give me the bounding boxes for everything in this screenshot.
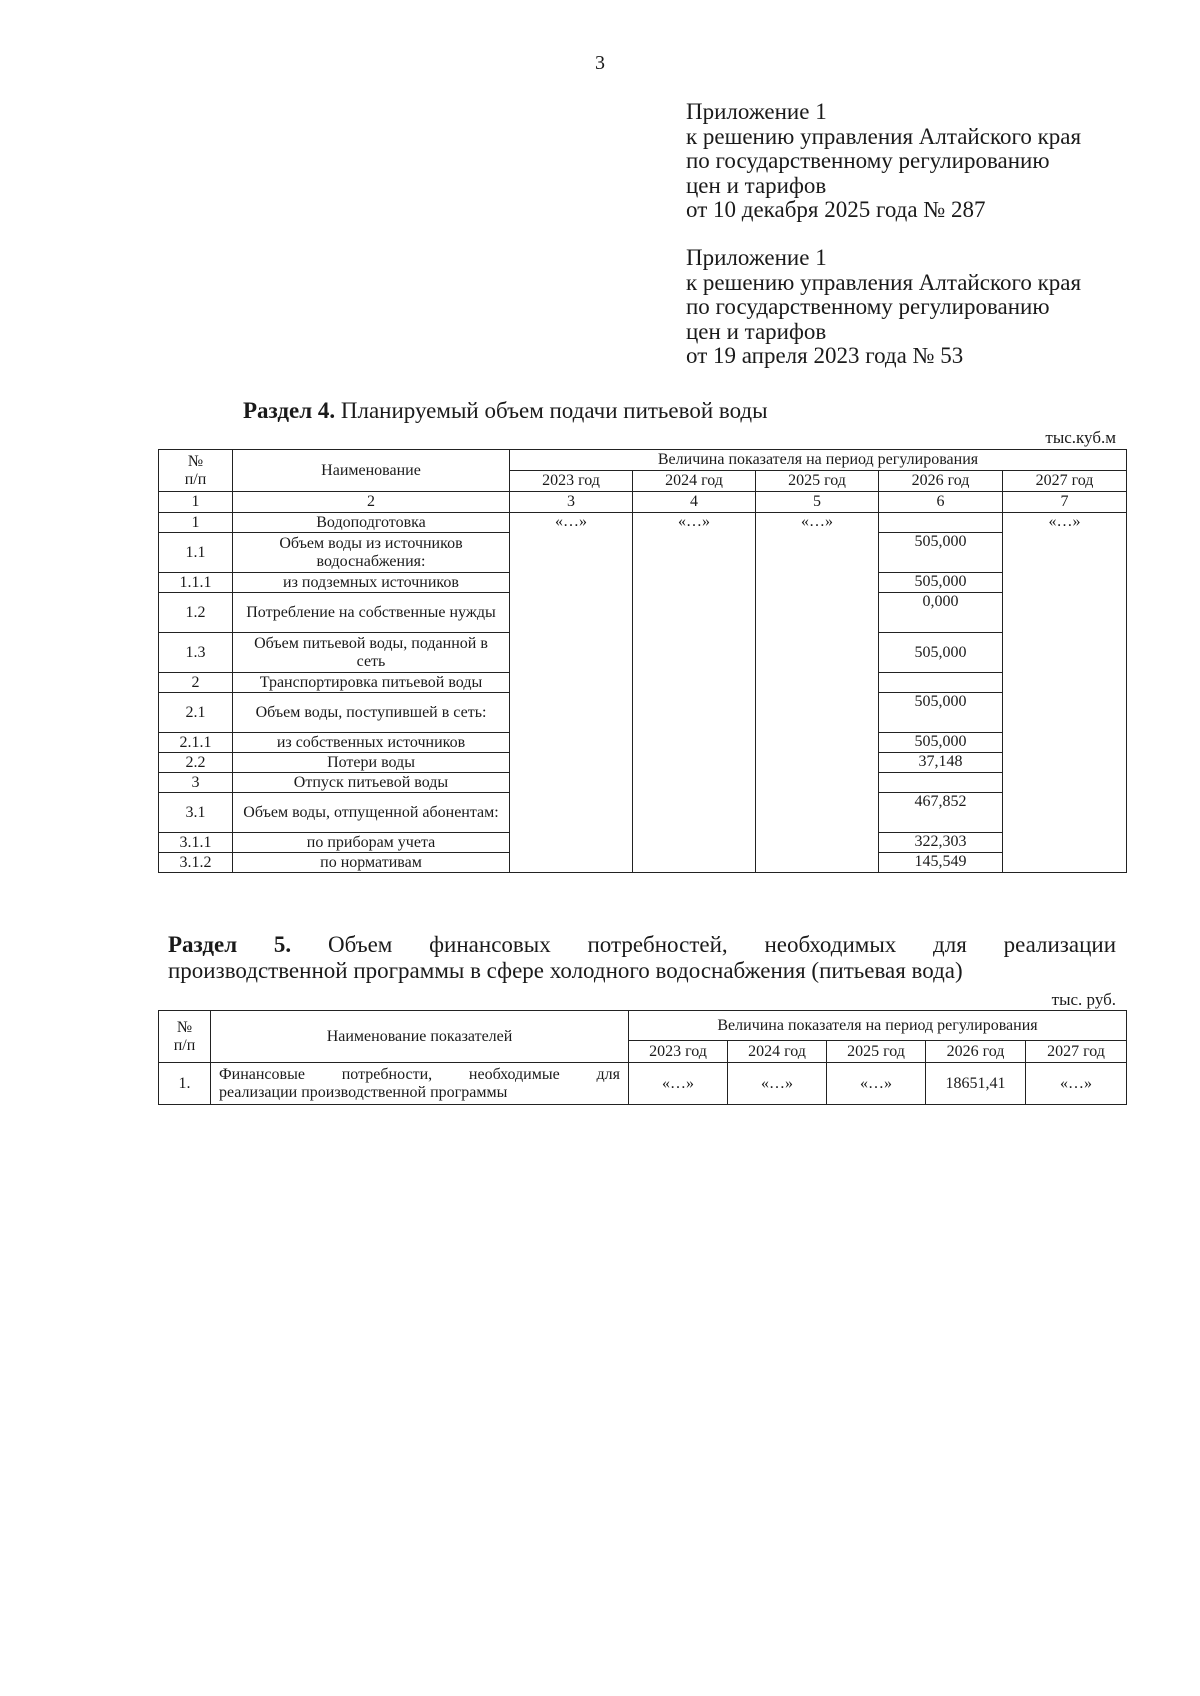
col-header-name: Наименование (233, 450, 510, 492)
value-cell: «…» (629, 1063, 728, 1105)
page-number: 3 (595, 52, 605, 74)
value-cell-2026: 0,000 (879, 593, 1003, 633)
appendix-date: от 10 декабря 2025 года № 287 (686, 197, 986, 222)
section5-title-line1: Объем финансовых потребностей, необходимых для реализации (327, 932, 1117, 957)
row-name: Потери воды (233, 753, 510, 773)
row-name: из подземных источников (233, 573, 510, 593)
row-name: Водоподготовка (233, 513, 510, 533)
col-number: 5 (756, 492, 879, 513)
col-header-year: 2023 год (510, 471, 633, 492)
section5-unit: тыс. руб. (1051, 990, 1116, 1009)
placeholder-cell: «…» (756, 513, 879, 873)
placeholder-cell: «…» (510, 513, 633, 873)
col-number: 6 (879, 492, 1003, 513)
row-name: Отпуск питьевой воды (233, 773, 510, 793)
row-number: 1.1.1 (159, 573, 233, 593)
row-number: 3.1.2 (159, 853, 233, 873)
appendix-line: к решению управления Алтайского края (686, 269, 1082, 295)
appendix-title: Приложение 1 (686, 245, 827, 270)
row-name: из собственных источников (233, 733, 510, 753)
row-name: Потребление на собственные нужды (233, 593, 510, 633)
col-header-year: 2027 год (1003, 471, 1127, 492)
table-row (159, 513, 1127, 533)
row-number: 2.1.1 (159, 733, 233, 753)
table-row (159, 1063, 1127, 1105)
col-number: 3 (510, 492, 633, 513)
value-cell-2026: 505,000 (879, 533, 1003, 573)
section4-unit: тыс.куб.м (1045, 428, 1116, 447)
section5-label: Раздел 5. (168, 932, 292, 957)
col-number: 4 (633, 492, 756, 513)
row-number: 2.2 (159, 753, 233, 773)
placeholder-cell: «…» (1003, 513, 1127, 873)
row-name-line2: реализации производственной программы (219, 1083, 508, 1101)
row-name: Объем воды, отпущенной абонентам: (233, 793, 510, 833)
value-cell: «…» (1026, 1063, 1127, 1105)
section4-title: Планируемый объем подачи питьевой воды (340, 398, 768, 423)
row-number: 3 (159, 773, 233, 793)
value-cell-2026: 467,852 (879, 793, 1003, 833)
row-name: Объем воды из источников водоснабжения: (233, 533, 510, 573)
value-cell: «…» (827, 1063, 926, 1105)
row-number: 1.1 (159, 533, 233, 573)
col-header-year: 2025 год (827, 1041, 926, 1063)
appendix-line: цен и тарифов (686, 172, 827, 198)
row-number: 2 (159, 673, 233, 693)
col-number: 2 (233, 492, 510, 513)
value-cell-2026 (879, 513, 1003, 533)
value-cell-2026: 322,303 (879, 833, 1003, 853)
value-cell-2026: 37,148 (879, 753, 1003, 773)
col-number: 1 (159, 492, 233, 513)
col-header-year: 2025 год (756, 471, 879, 492)
value-cell: «…» (728, 1063, 827, 1105)
appendix-line: по государственному регулированию (686, 294, 1050, 319)
appendix-header-original (686, 246, 1081, 369)
water-volume-table (158, 449, 1127, 873)
appendix-line: по государственному регулированию (686, 148, 1050, 173)
col-header-num: № п/п (159, 1011, 211, 1063)
appendix-line: к решению управления Алтайского края (686, 123, 1082, 149)
col-header-year: 2024 год (728, 1041, 827, 1063)
value-cell-2026: 505,000 (879, 693, 1003, 733)
row-name: Объем питьевой воды, поданной в сеть (233, 633, 510, 673)
row-name: Транспортировка питьевой воды (233, 673, 510, 693)
section4-label: Раздел 4. (243, 398, 336, 423)
appendix-title: Приложение 1 (686, 99, 827, 124)
value-cell-2026: 505,000 (879, 573, 1003, 593)
appendix-header-current (686, 100, 1081, 223)
section4-heading (243, 398, 768, 424)
col-header-year: 2024 год (633, 471, 756, 492)
row-number: 3.1.1 (159, 833, 233, 853)
value-cell-2026: 145,549 (879, 853, 1003, 873)
col-number: 7 (1003, 492, 1127, 513)
value-cell-2026 (879, 673, 1003, 693)
col-header-period: Величина показателя на период регулирования (510, 450, 1127, 471)
col-header-num: № п/п (159, 450, 233, 492)
col-header-year: 2026 год (879, 471, 1003, 492)
value-cell-2026: 505,000 (879, 633, 1003, 673)
row-name: Объем воды, поступившей в сеть: (233, 693, 510, 733)
row-number: 1 (159, 513, 233, 533)
col-header-name: Наименование показателей (211, 1011, 629, 1063)
col-header-period: Величина показателя на период регулирования (629, 1011, 1127, 1041)
financial-needs-table (158, 1010, 1127, 1105)
col-header-year: 2026 год (926, 1041, 1026, 1063)
value-cell-2026 (879, 773, 1003, 793)
row-number: 1.3 (159, 633, 233, 673)
value-cell: 18651,41 (926, 1063, 1026, 1105)
row-name (211, 1063, 629, 1105)
section5-heading (168, 932, 1116, 958)
appendix-date: от 19 апреля 2023 года № 53 (686, 343, 964, 368)
appendix-line: цен и тарифов (686, 318, 827, 344)
col-header-year: 2023 год (629, 1041, 728, 1063)
row-number: 3.1 (159, 793, 233, 833)
value-cell-2026: 505,000 (879, 733, 1003, 753)
row-number: 2.1 (159, 693, 233, 733)
row-number: 1. (159, 1063, 211, 1105)
section5-title-line2: производственной программы в сфере холодного водоснабжения (питьевая вода) (168, 958, 963, 983)
row-name-line1: Финансовые потребности, необходимые для (219, 1065, 620, 1083)
placeholder-cell: «…» (633, 513, 756, 873)
row-name: по приборам учета (233, 833, 510, 853)
col-header-year: 2027 год (1026, 1041, 1127, 1063)
row-name: по нормативам (233, 853, 510, 873)
row-number: 1.2 (159, 593, 233, 633)
